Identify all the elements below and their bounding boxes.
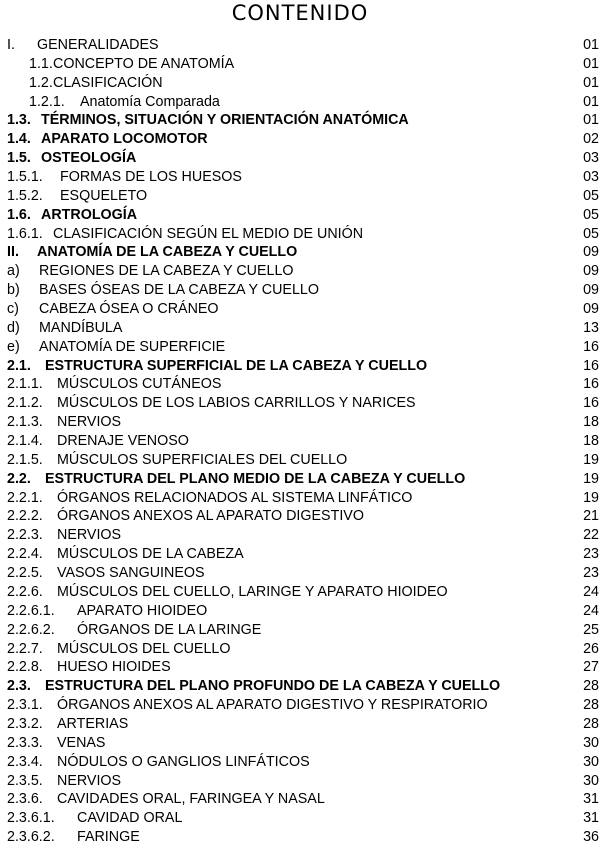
toc-entry-page: 28: [583, 678, 599, 695]
toc-entry-title: ÓRGANOS ANEXOS AL APARATO DIGESTIVO: [57, 508, 364, 525]
toc-entry-page: 18: [583, 433, 599, 450]
toc-entry-title: ESTRUCTURA DEL PLANO PROFUNDO DE LA CABEZA Y CUELLO: [45, 678, 501, 695]
toc-entry-number: 1.3.: [7, 112, 31, 129]
toc-entry-page: 02: [583, 131, 599, 148]
toc-entry: [7, 658, 599, 677]
toc-entry-title: GENERALIDADES: [37, 37, 159, 53]
toc-entry-number: 2.3.2.: [7, 715, 43, 732]
toc-entry-title: REGIONES DE LA CABEZA Y CUELLO: [39, 263, 294, 280]
toc-entry-number: 1.5.2.: [7, 187, 43, 204]
toc-entry-page: 30: [583, 772, 599, 789]
toc-entry-page: 01: [583, 112, 599, 129]
toc-entry-number: 2.2.5.: [7, 565, 43, 582]
toc-entry: [7, 93, 599, 112]
toc-entry-number: d): [7, 319, 20, 336]
toc-entry-page: 26: [583, 640, 599, 657]
toc-entry-title: BASES ÓSEAS DE LA CABEZA Y CUELLO: [39, 282, 319, 299]
toc-entry-number: 2.3.6.: [7, 791, 43, 808]
toc-entry-title: NERVIOS: [57, 414, 122, 431]
toc-entry-page: 23: [583, 546, 599, 563]
toc-entry-title: APARATO HIOIDEO: [77, 602, 208, 619]
toc-entry: [7, 281, 599, 300]
toc-entry-page: 16: [583, 357, 599, 374]
toc-entry-title: VASOS SANGUINEOS: [57, 565, 205, 582]
toc-entry: [7, 545, 599, 564]
toc-entry-title: NERVIOS: [57, 772, 122, 789]
toc-entry-title: CAVIDAD ORAL: [77, 810, 183, 827]
toc-entry-number: 2.3.1.: [7, 697, 43, 714]
toc-entry-page: 16: [583, 395, 599, 412]
toc-entry-title: NÓDULOS O GANGLIOS LINFÁTICOS: [57, 753, 310, 770]
toc-entry: [7, 564, 599, 583]
toc-entry-number: 2.2.1.: [7, 489, 43, 506]
table-of-contents: [7, 36, 599, 847]
page-title: CONTENIDO: [231, 1, 369, 25]
toc-entry-number: 2.1.5.: [7, 451, 43, 468]
toc-entry-title: FARINGE: [77, 829, 140, 846]
toc-entry-number: 2.1.3.: [7, 414, 43, 431]
toc-entry-title: DRENAJE VENOSO: [57, 433, 189, 450]
toc-entry-number: b): [7, 282, 20, 299]
toc-entry: [7, 677, 599, 696]
toc-entry-page: 01: [583, 74, 599, 91]
toc-entry-page: 31: [583, 791, 599, 808]
toc-entry-number: 2.2.6.: [7, 583, 43, 600]
toc-entry-page: 24: [583, 602, 599, 619]
toc-entry-number: 2.2.8.: [7, 659, 43, 676]
toc-entry-page: 28: [583, 697, 599, 714]
toc-entry: [7, 206, 599, 225]
toc-entry-title: VENAS: [57, 734, 106, 751]
toc-entry-number: 1.6.: [7, 206, 31, 223]
toc-entry-number: 1.6.1.: [7, 225, 43, 242]
toc-entry: [7, 583, 599, 602]
toc-entry: [7, 790, 599, 809]
toc-entry-title: MÚSCULOS DE LOS LABIOS CARRILLOS Y NARICES: [57, 395, 416, 412]
toc-entry-page: 30: [583, 753, 599, 770]
toc-entry-page: 01: [583, 93, 599, 110]
toc-entry-title: CABEZA ÓSEA O CRÁNEO: [39, 301, 219, 318]
toc-entry-number: 2.1.1.: [7, 376, 43, 393]
toc-entry-page: 23: [583, 565, 599, 582]
toc-entry-page: 24: [583, 583, 599, 600]
toc-entry: [7, 225, 599, 244]
toc-entry-number: 1.2.1.: [29, 93, 65, 110]
toc-entry-number: 2.3.3.: [7, 734, 43, 751]
toc-entry: [7, 696, 599, 715]
toc-entry-page: 18: [583, 414, 599, 431]
toc-entry: [7, 526, 599, 545]
toc-entry: [7, 602, 599, 621]
toc-entry-page: 09: [583, 282, 599, 299]
toc-entry: [7, 772, 599, 791]
toc-entry-number: 2.2.7.: [7, 640, 43, 657]
toc-entry-title: Anatomía Comparada: [80, 93, 220, 110]
toc-entry-title: CLASIFICACIÓN SEGÚN EL MEDIO DE UNIÓN: [53, 225, 364, 242]
toc-entry-page: 01: [583, 37, 599, 53]
toc-entry-title: ANATOMÍA DE LA CABEZA Y CUELLO: [37, 244, 298, 261]
toc-entry: [7, 74, 599, 93]
toc-entry-title: ÓRGANOS DE LA LARINGE: [77, 621, 262, 638]
toc-entry-number: e): [7, 338, 20, 355]
toc-entry-page: 03: [583, 169, 599, 186]
toc-entry: [7, 451, 599, 470]
toc-entry-number: 2.3.4.: [7, 753, 43, 770]
toc-entry-title: ARTERIAS: [57, 715, 129, 732]
toc-entry: [7, 262, 599, 281]
toc-entry-title: APARATO LOCOMOTOR: [41, 131, 208, 148]
toc-entry-number: c): [7, 301, 19, 318]
toc-entry-number: I.: [7, 37, 15, 53]
toc-entry-number: 2.2.6.2.: [7, 621, 55, 638]
toc-entry: [7, 357, 599, 376]
toc-entry: [7, 319, 599, 338]
toc-entry-title: HUESO HIOIDES: [57, 659, 171, 676]
toc-entry-page: 19: [583, 451, 599, 468]
toc-entry-page: 31: [583, 810, 599, 827]
toc-entry-page: 19: [583, 470, 599, 487]
toc-entry-page: 22: [583, 527, 599, 544]
toc-entry-page: 28: [583, 715, 599, 732]
toc-entry: [7, 243, 599, 262]
toc-entry: [7, 489, 599, 508]
toc-entry-title: OSTEOLOGÍA: [41, 150, 137, 167]
toc-entry-title: ÓRGANOS ANEXOS AL APARATO DIGESTIVO Y RESPIRATORIO: [57, 697, 488, 714]
toc-entry-title: CONCEPTO DE ANATOMÍA: [53, 55, 235, 72]
toc-entry: [7, 828, 599, 847]
toc-entry-page: 27: [583, 659, 599, 676]
toc-entry-number: 1.2.: [29, 74, 53, 91]
toc-entry-page: 19: [583, 489, 599, 506]
toc-entry-page: 30: [583, 734, 599, 751]
toc-entry: [7, 55, 599, 74]
toc-entry-page: 21: [583, 508, 599, 525]
toc-entry: [7, 715, 599, 734]
toc-entry-page: 01: [583, 55, 599, 72]
toc-entry: [7, 413, 599, 432]
toc-entry: [7, 809, 599, 828]
toc-entry-number: 2.3.6.1.: [7, 810, 55, 827]
toc-entry: [7, 187, 599, 206]
toc-entry-title: TÉRMINOS, SITUACIÓN Y ORIENTACIÓN ANATÓMICA: [41, 112, 409, 129]
toc-entry-page: 09: [583, 263, 599, 280]
toc-entry-title: ESQUELETO: [60, 187, 148, 204]
toc-entry-title: CAVIDADES ORAL, FARINGEA Y NASAL: [57, 791, 325, 808]
toc-entry-title: MÚSCULOS DE LA CABEZA: [57, 546, 244, 563]
toc-entry: [7, 507, 599, 526]
toc-entry-title: MANDÍBULA: [39, 319, 123, 336]
toc-entry-title: FORMAS DE LOS HUESOS: [60, 169, 242, 186]
toc-entry: [7, 130, 599, 149]
toc-entry-title: ÓRGANOS RELACIONADOS AL SISTEMA LINFÁTICO: [57, 489, 413, 506]
toc-entry: [7, 734, 599, 753]
toc-entry-page: 36: [583, 829, 599, 846]
toc-entry-page: 16: [583, 338, 599, 355]
toc-entry-number: 2.1.4.: [7, 433, 43, 450]
toc-entry: [7, 394, 599, 413]
toc-entry-title: ANATOMÍA DE SUPERFICIE: [39, 338, 226, 355]
toc-entry-number: 1.5.1.: [7, 169, 43, 186]
toc-entry-number: 2.1.2.: [7, 395, 43, 412]
toc-entry: [7, 621, 599, 640]
toc-entry-title: CLASIFICACIÓN: [53, 74, 163, 91]
toc-entry-number: 2.3.5.: [7, 772, 43, 789]
toc-entry-page: 05: [583, 187, 599, 204]
toc-entry-page: 13: [583, 319, 599, 336]
toc-entry-number: 2.2.3.: [7, 527, 43, 544]
toc-entry-number: 2.1.: [7, 357, 31, 374]
toc-entry-page: 16: [583, 376, 599, 393]
toc-entry: [7, 36, 599, 55]
toc-entry-title: ESTRUCTURA SUPERFICIAL DE LA CABEZA Y CUELLO: [45, 357, 428, 374]
toc-entry-title: ARTROLOGÍA: [41, 206, 138, 223]
toc-entry-number: 2.3.6.2.: [7, 829, 55, 846]
toc-entry: [7, 300, 599, 319]
toc-entry-number: 1.5.: [7, 150, 31, 167]
toc-entry: [7, 753, 599, 772]
toc-entry: [7, 640, 599, 659]
toc-entry-title: ESTRUCTURA DEL PLANO MEDIO DE LA CABEZA Y CUELLO: [45, 470, 466, 487]
toc-entry-page: 05: [583, 225, 599, 242]
toc-entry-page: 05: [583, 206, 599, 223]
toc-entry-title: NERVIOS: [57, 527, 122, 544]
toc-entry-title: MÚSCULOS SUPERFICIALES DEL CUELLO: [57, 451, 348, 468]
toc-entry-number: 2.2.4.: [7, 546, 43, 563]
toc-entry: [7, 470, 599, 489]
toc-entry-number: 2.2.: [7, 470, 31, 487]
toc-entry-number: 1.1.: [29, 55, 53, 72]
toc-entry: [7, 168, 599, 187]
toc-entry-page: 09: [583, 301, 599, 318]
toc-entry-number: 2.2.2.: [7, 508, 43, 525]
toc-entry: [7, 149, 599, 168]
toc-entry-page: 09: [583, 244, 599, 261]
toc-entry-title: MÚSCULOS DEL CUELLO, LARINGE Y APARATO HIOIDEO: [57, 583, 448, 600]
toc-entry-page: 25: [583, 621, 599, 638]
toc-entry-title: MÚSCULOS CUTÁNEOS: [57, 376, 222, 393]
toc-entry: [7, 338, 599, 357]
toc-entry-number: 2.3.: [7, 678, 31, 695]
toc-entry-number: II.: [7, 244, 19, 261]
toc-entry-number: 1.4.: [7, 131, 31, 148]
toc-entry-number: a): [7, 263, 20, 280]
toc-entry: [7, 111, 599, 130]
toc-entry: [7, 375, 599, 394]
toc-entry: [7, 432, 599, 451]
toc-entry-title: MÚSCULOS DEL CUELLO: [57, 640, 231, 657]
toc-entry-page: 03: [583, 150, 599, 167]
toc-entry-number: 2.2.6.1.: [7, 602, 55, 619]
